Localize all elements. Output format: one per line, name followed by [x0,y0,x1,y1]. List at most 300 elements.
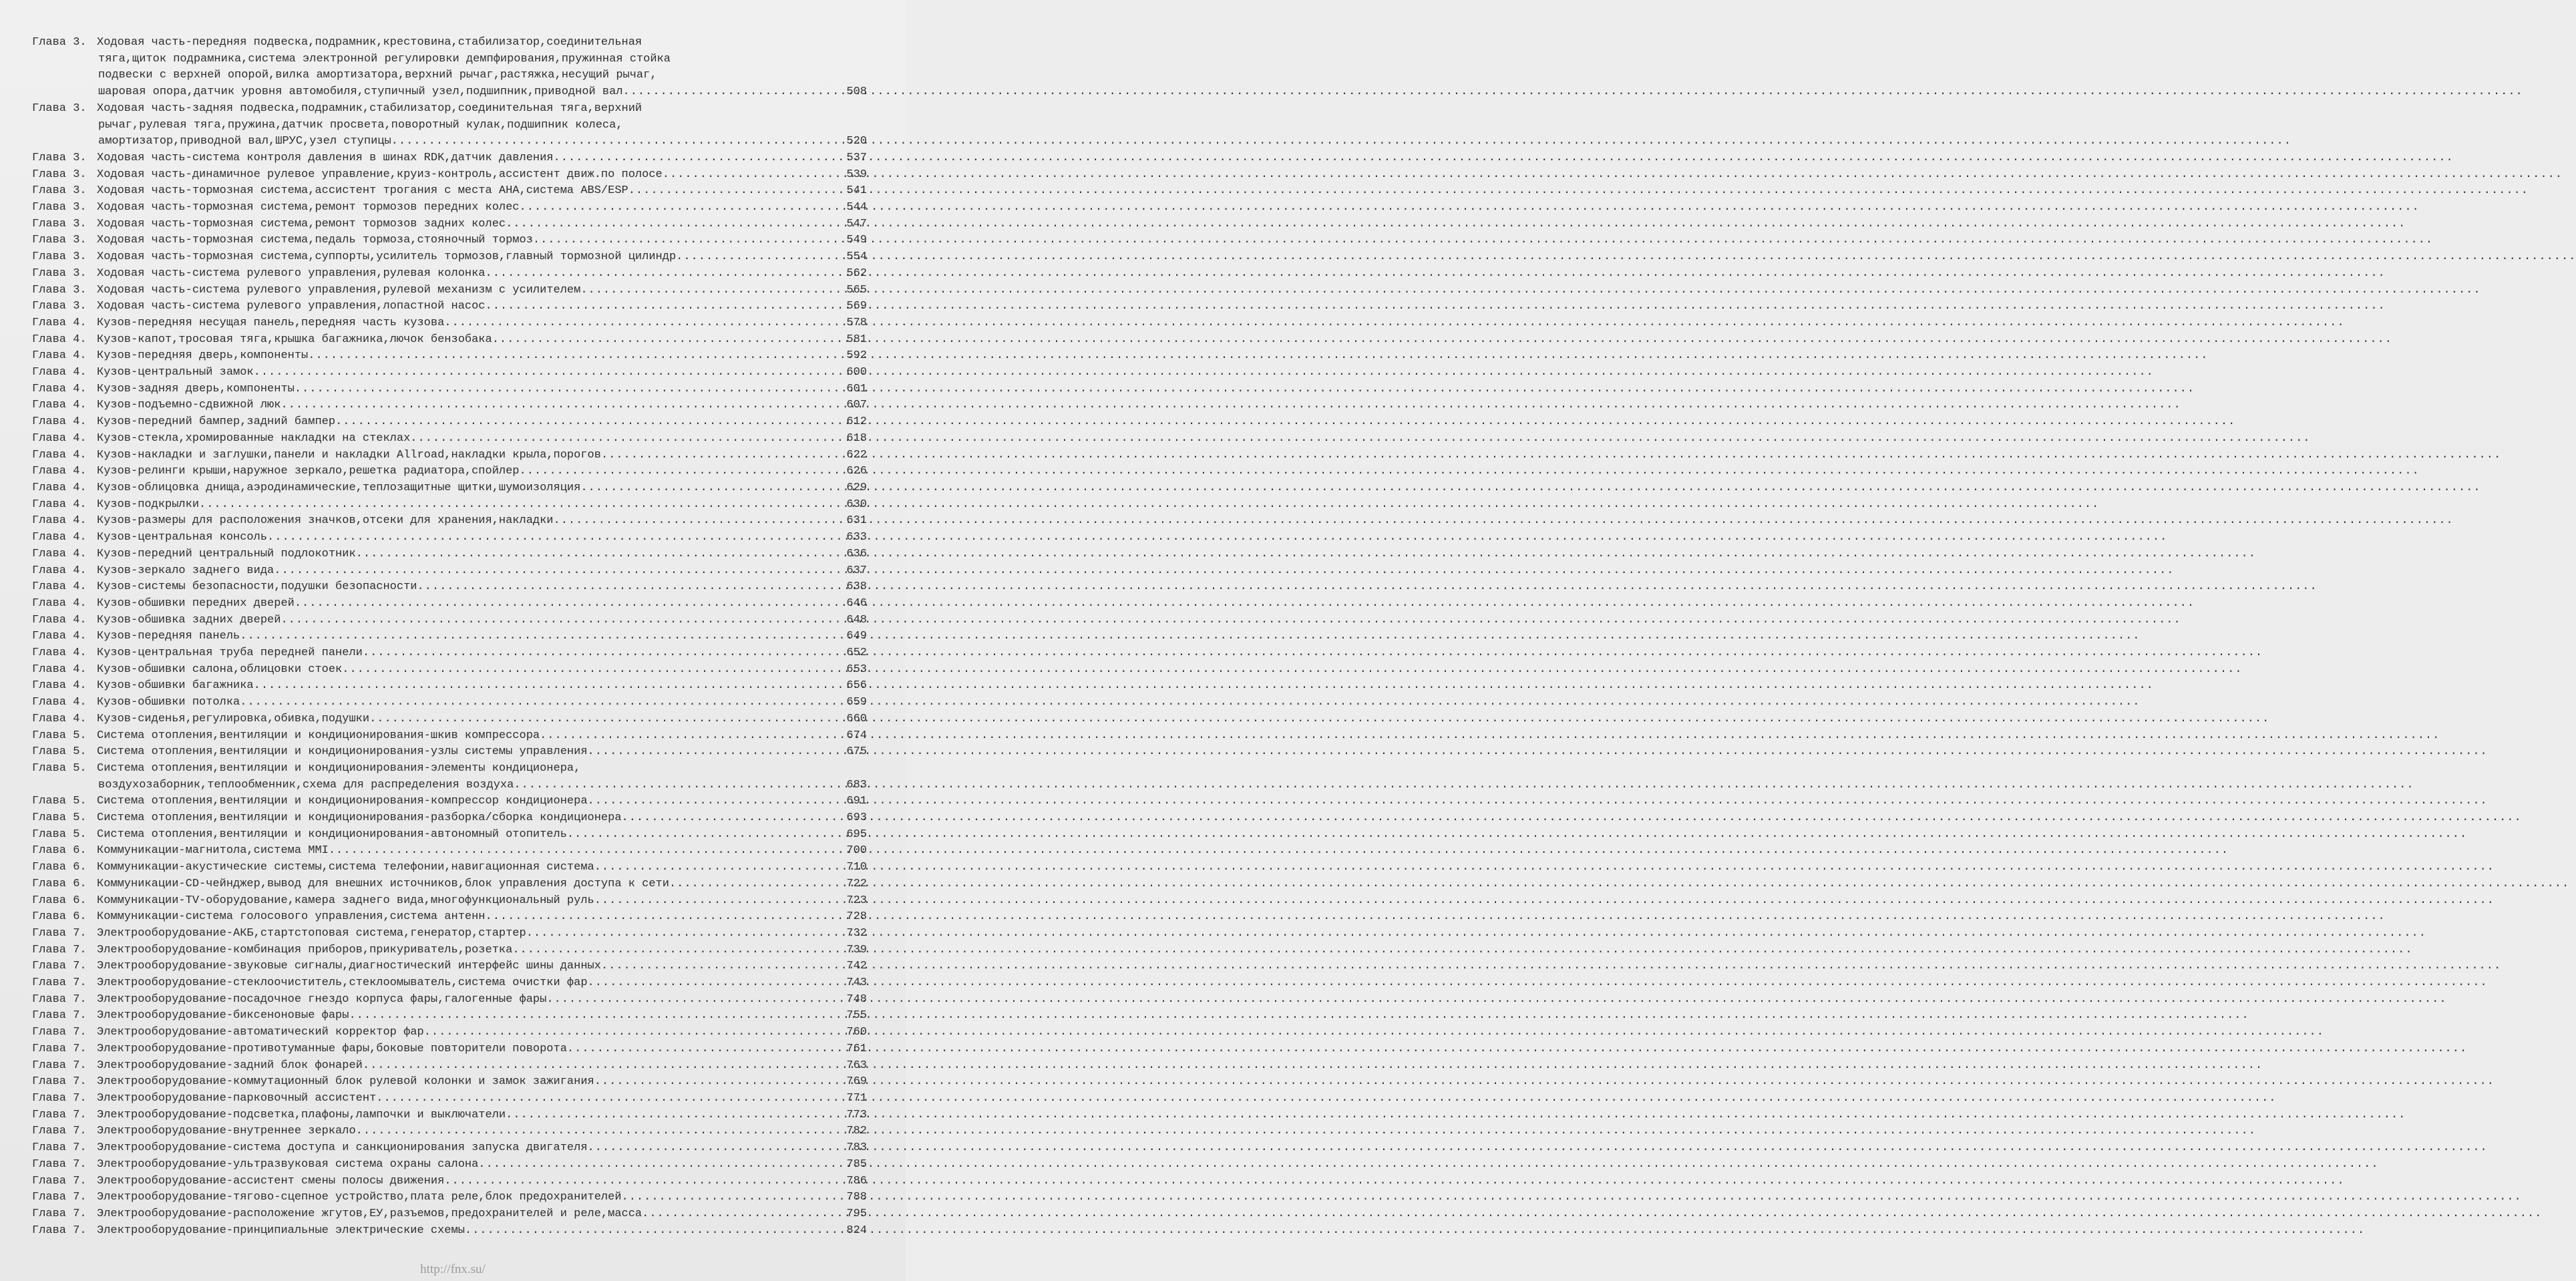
entry-title: Электрооборудование-подсветка,плафоны,лампочки и выключатели [97,1108,506,1121]
toc-entry-line [32,579,867,596]
entry-title: Электрооборудование-биксеноновые фары [97,1009,349,1023]
entry-title: Ходовая часть-система рулевого управления,лопастной насос [97,300,486,313]
chapter-label: Глава 3. [32,234,87,247]
entry-title: Кузов-облицовка днища,аэродинамические,теплозащитные щитки,шумоизоляция [97,481,581,494]
dot-leader [594,860,846,876]
entry-title: Электрооборудование-тягово-сцепное устройство,плата реле,блок предохранителей [97,1191,622,1204]
chapter-label: Глава 4. [32,531,87,544]
page-number: 626 [846,465,867,478]
toc-entry [32,299,867,315]
toc-entry [32,1123,867,1140]
chapter-label: Глава 3. [32,201,87,214]
toc-entry [32,1107,867,1124]
toc-entry [32,546,867,563]
chapter-label: Глава 4. [32,498,87,511]
entry-title: рычаг,рулевая тяга,пружина,датчик просвета,поворотный кулак,подшипник колеса, [98,118,623,132]
toc-entry [32,942,867,959]
entry-title: Коммуникации-система голосового управления,система антенн [97,910,486,924]
toc-entry [32,497,867,514]
toc-entry [32,678,867,695]
toc-entry-line [32,431,867,447]
page-number: 508 [846,85,867,99]
toc-entry [32,793,867,810]
page-number: 674 [846,729,867,742]
toc-entry [32,283,867,299]
page-number: 549 [846,234,867,247]
toc-entry [32,35,867,101]
entry-title: Ходовая часть-передняя подвеска,подрамник,крестовина,стабилизатор,соединительная [97,36,642,49]
page-number: 581 [846,333,867,346]
entry-title: Кузов-стекла,хромированные накладки на стеклах [97,431,411,445]
toc-entry-line [32,793,867,810]
toc-entry [32,596,867,612]
toc-entry-continuation [32,777,867,794]
entry-title: воздухозаборник,теплообменник,схема для распределения воздуха [98,778,514,791]
dot-leader [588,793,846,810]
chapter-label: Глава 4. [32,663,87,676]
page-number: 539 [846,168,867,181]
toc-entry [32,695,867,711]
dot-leader [254,365,846,381]
toc-entry-line [32,1206,867,1223]
entry-title: Электрооборудование-система доступа и санкционирования запуска двигателя [97,1141,588,1155]
dot-leader [676,249,845,266]
chapter-label: Глава 7. [32,976,87,990]
entry-title: Электрооборудование-парковочный ассистент [97,1092,377,1105]
toc-entry [32,1223,867,1240]
toc-entry [32,563,867,580]
toc-entry-line [32,563,867,580]
dot-leader [240,628,845,645]
entry-title: Кузов-капот,тросовая тяга,крышка багажника,лючок бензобака [97,333,492,346]
page-number: 565 [846,283,867,297]
toc-entry [32,975,867,992]
dot-leader [308,348,845,365]
chapter-label: Глава 7. [32,1224,87,1237]
toc-entry-line [32,447,867,464]
entry-title: Кузов-обшивки передних дверей [97,596,295,610]
chapter-label: Глава 7. [32,1141,87,1155]
toc-entry-line [32,628,867,645]
chapter-label: Глава 5. [32,811,87,825]
dot-leader [329,843,846,860]
toc-entry [32,711,867,728]
dot-leader [580,283,845,299]
toc-entry [32,513,867,530]
toc-entry [32,1008,867,1025]
toc-entry-line [32,232,867,249]
chapter-label: Глава 3. [32,184,87,198]
chapter-label: Глава 7. [32,1092,87,1105]
chapter-label: Глава 4. [32,514,87,528]
entry-title: Коммуникации-CD-чейнджер,вывод для внешних источников,блок управления доступа к сети [97,877,669,890]
toc-entry-line [32,464,867,480]
toc-entry-line [32,992,867,1009]
dot-leader [486,299,846,315]
entry-title: Система отопления,вентиляции и кондиционирования-компрессор кондиционера [97,795,588,808]
chapter-label: Глава 4. [32,431,87,445]
page-number: 788 [846,1191,867,1204]
entry-title: Электрооборудование-ультразвуковая система охраны салона [97,1157,479,1171]
toc-entry [32,101,867,150]
toc-entry [32,249,867,266]
toc-entry-line [32,596,867,612]
toc-entry-line [32,728,867,745]
toc-entry [32,728,867,745]
entry-title: Электрооборудование-расположение жгутов,ЕУ,разъемов,предохранителей и реле,масса [97,1207,642,1220]
page-number: 554 [846,250,867,264]
toc-entry-line [32,513,867,530]
page-number: 700 [846,844,867,858]
entry-title: Кузов-системы безопасности,подушки безопасности [97,580,417,594]
chapter-label: Глава 4. [32,349,87,363]
chapter-label: Глава 4. [32,415,87,429]
entry-title: Коммуникации-TV-оборудование,камера заднего вида,многофункциональный руль [97,894,594,907]
page-number: 636 [846,547,867,560]
dot-leader [588,975,846,992]
page-number: 541 [846,184,867,198]
entry-title: тяга,щиток подрамника,система электронной регулировки демпфирования,пружинная стойка [98,52,671,65]
toc-entry [32,827,867,844]
page-number: 633 [846,531,867,544]
toc-entry-line [32,958,867,975]
page-number: 763 [846,1059,867,1072]
toc-entry-continuation [32,134,867,150]
page-number: 755 [846,1009,867,1023]
toc-entry [32,266,867,283]
toc-entry-line [32,397,867,414]
dot-leader [199,497,845,514]
entry-title: Кузов-передняя несущая панель,передняя часть кузова [97,316,445,329]
page-number: 691 [846,795,867,808]
toc-entry-line [32,414,867,431]
chapter-label: Глава 4. [32,596,87,610]
chapter-label: Глава 3. [32,250,87,264]
toc-entry [32,232,867,249]
page-number: 675 [846,745,867,759]
toc-entry-line [32,942,867,959]
dot-leader [506,216,845,233]
chapter-label: Глава 4. [32,481,87,494]
page-number: 710 [846,861,867,874]
footer-url: http://fnx.su/ [420,1262,486,1276]
dot-leader [594,893,846,910]
page-number: 544 [846,201,867,214]
dot-leader [376,1091,845,1107]
toc-entry [32,926,867,942]
toc-entry [32,1058,867,1075]
toc-entry-line [32,645,867,662]
chapter-label: Глава 7. [32,1026,87,1039]
page-number: 569 [846,300,867,313]
entry-title: Кузов-центральная труба передней панели [97,647,363,660]
toc-entry-line [32,183,867,200]
dot-leader [601,958,845,975]
toc-entry-line [32,1140,867,1157]
dot-leader [254,678,846,695]
toc-entry-line [32,1058,867,1075]
entry-title: Кузов-накладки и заглушки,панели и накладки Allroad,накладки крыла,порогов [97,448,601,462]
dot-leader [417,579,845,596]
dot-leader [554,513,846,530]
entry-title: Ходовая часть-система контроля давления в шинах RDK,датчик давления [97,151,554,164]
page-number: 769 [846,1075,867,1089]
toc-entry-line [32,1190,867,1206]
scanned-page [0,0,906,1281]
toc-entry-line [32,315,867,332]
dot-leader [526,926,846,942]
chapter-label: Глава 6. [32,877,87,890]
page-number: 653 [846,663,867,676]
entry-title: Кузов-релинги крыши,наружное зеркало,решетка радиатора,спойлер [97,465,520,478]
toc-entry-line [32,876,867,893]
entry-title: Система отопления,вентиляции и кондиционирования-автономный отопитель [97,828,567,841]
dot-leader [642,1206,845,1223]
entry-title: Кузов-размеры для расположения значков,отсеки для хранения,накладки [97,514,554,528]
toc-entry-line [32,332,867,349]
page-number: 771 [846,1092,867,1105]
page-number: 773 [846,1108,867,1121]
dot-leader [424,1025,846,1041]
chapter-label: Глава 7. [32,960,87,973]
toc-entry-line [32,810,867,827]
toc-entry-line [32,678,867,695]
toc-entry [32,167,867,184]
chapter-label: Глава 3. [32,300,87,313]
chapter-label: Глава 7. [32,1075,87,1089]
toc-entry-line [32,299,867,315]
chapter-label: Глава 5. [32,828,87,841]
dot-leader [295,596,846,612]
chapter-label: Глава 6. [32,910,87,924]
page-number: 659 [846,696,867,709]
dot-leader [520,464,846,480]
page-number: 742 [846,960,867,973]
toc-entry [32,893,867,910]
chapter-label: Глава 4. [32,382,87,395]
chapter-label: Глава 3. [32,266,87,280]
entry-title: Ходовая часть-тормозная система,ремонт тормозов задних колес [97,217,506,230]
page-number: 760 [846,1026,867,1039]
chapter-label: Глава 7. [32,1207,87,1220]
toc-entry-line [32,1123,867,1140]
dot-leader [588,1140,846,1157]
page-number: 637 [846,564,867,577]
entry-title: шаровая опора,датчик уровня автомобиля,ступичный узел,подшипник,приводной вал [98,85,623,99]
toc-entry-line [32,283,867,299]
chapter-label: Глава 7. [32,1174,87,1187]
entry-title: Ходовая часть-задняя подвеска,подрамник,стабилизатор,соединительная тяга,верхний [97,102,642,115]
dot-leader [410,431,845,447]
toc-entry-line [32,101,867,118]
dot-leader [567,1041,845,1058]
toc-entry [32,1140,867,1157]
toc-entry-line [32,975,867,992]
toc-entry [32,150,867,167]
toc-entry-continuation [32,84,867,101]
dot-leader [628,183,846,200]
page-number: 547 [846,217,867,230]
toc-entry [32,348,867,365]
chapter-label: Глава 5. [32,761,87,775]
dot-leader [356,546,846,563]
dot-leader [486,909,846,926]
toc-entry [32,1190,867,1206]
toc-entry-line [32,35,867,51]
page-number: 601 [846,382,867,395]
page-number: 739 [846,943,867,956]
dot-leader [622,1190,846,1206]
toc-entry [32,216,867,233]
entry-title: Кузов-передний бампер,задний бампер [97,415,336,429]
entry-title: Ходовая часть-тормозная система,ремонт тормозов передних колес [97,201,520,214]
page-number: 638 [846,580,867,594]
toc-entry-line [32,860,867,876]
entry-title: Электрооборудование-противотуманные фары,боковые повторители поворота [97,1042,567,1055]
toc-entry [32,860,867,876]
toc-entry-line [32,266,867,283]
toc-entry-line [32,530,867,546]
toc-entry-line [32,843,867,860]
page-number: 630 [846,498,867,511]
entry-title: Электрооборудование-звуковые сигналы,диагностический интерфейс шины данных [97,960,601,973]
dot-leader [444,1173,845,1190]
chapter-label: Глава 7. [32,1009,87,1023]
page-number: 618 [846,431,867,445]
chapter-label: Глава 7. [32,1125,87,1138]
dot-leader [663,167,846,184]
toc-entry [32,1091,867,1107]
dot-leader [512,942,845,959]
chapter-label: Глава 4. [32,696,87,709]
dot-leader [465,1223,846,1240]
entry-title: Система отопления,вентиляции и кондиционирования-элементы кондиционера, [97,761,581,775]
entry-title: Электрооборудование-комбинация приборов,прикуриватель,розетка [97,943,513,956]
chapter-label: Глава 7. [32,943,87,956]
entry-title: Система отопления,вентиляции и кондиционирования-узлы системы управления [97,745,588,759]
toc-entry [32,431,867,447]
toc-entry [32,876,867,893]
toc-entry-line [32,909,867,926]
entry-title: Электрооборудование-принципиальные электрические схемы [97,1224,465,1237]
toc-entry [32,579,867,596]
chapter-label: Глава 6. [32,861,87,874]
entry-title: Кузов-центральный замок [97,366,254,379]
chapter-label: Глава 7. [32,1157,87,1171]
page-number: 748 [846,992,867,1006]
chapter-label: Глава 4. [32,647,87,660]
toc-entry-line [32,827,867,844]
toc-entry [32,464,867,480]
chapter-label: Глава 5. [32,795,87,808]
chapter-label: Глава 4. [32,712,87,725]
chapter-label: Глава 4. [32,547,87,560]
toc-entry [32,1041,867,1058]
page-number: 795 [846,1207,867,1220]
toc-entry [32,183,867,200]
page-number: 723 [846,894,867,907]
toc-entry [32,992,867,1009]
dot-leader [623,84,846,101]
toc-entry-line [32,662,867,679]
dot-leader [554,150,846,167]
toc-entry-line [32,348,867,365]
page-number: 683 [846,778,867,791]
page-number: 631 [846,514,867,528]
entry-title: Ходовая часть-тормозная система,суппорты,усилитель тормозов,главный тормозной цилиндр [97,250,677,264]
dot-leader [622,810,846,827]
entry-title: Кузов-обшивки багажника [97,679,254,693]
page-number: 732 [846,926,867,940]
chapter-label: Глава 3. [32,217,87,230]
toc-entry-line [32,926,867,942]
dot-leader [274,563,845,580]
dot-leader [391,134,846,150]
toc-entry [32,1025,867,1041]
toc-entry-line [32,612,867,629]
dot-leader [349,1008,845,1025]
page-number: 629 [846,481,867,494]
chapter-label: Глава 4. [32,613,87,626]
dot-leader [520,200,846,216]
dot-leader [533,232,845,249]
entry-title: Электрооборудование-АКБ,стартстоповая система,генератор,стартер [97,926,526,940]
chapter-label: Глава 3. [32,36,87,49]
entry-title: Ходовая часть-система рулевого управления,рулевая колонка [97,266,486,280]
entry-title: Электрооборудование-посадочное гнездо корпуса фары,галогенные фары [97,992,547,1006]
dot-leader [514,777,845,794]
toc-entry [32,365,867,381]
chapter-label: Глава 7. [32,1191,87,1204]
page-number: 786 [846,1174,867,1187]
entry-title: Система отопления,вентиляции и кондиционирования-шкив компрессора [97,729,540,742]
chapter-label: Глава 4. [32,333,87,346]
toc-entry [32,909,867,926]
dot-leader [240,695,845,711]
entry-title: подвески с верхней опорой,вилка амортизатора,верхний рычаг,растяжка,несущий рычаг, [98,69,657,82]
page-number: 600 [846,366,867,379]
chapter-label: Глава 7. [32,926,87,940]
toc-entry [32,612,867,629]
dot-leader [363,645,846,662]
entry-title: Электрооборудование-задний блок фонарей [97,1059,363,1072]
page-number: 562 [846,266,867,280]
table-of-contents [32,35,867,1239]
toc-entry-line [32,480,867,497]
page-number: 761 [846,1042,867,1055]
toc-entry-line [32,365,867,381]
toc-entry-line [32,711,867,728]
page-number: 646 [846,596,867,610]
dot-leader [356,1123,846,1140]
chapter-label: Глава 5. [32,729,87,742]
toc-entry-line [32,1041,867,1058]
toc-entry [32,200,867,216]
toc-entry [32,397,867,414]
dot-leader [580,480,845,497]
chapter-label: Глава 4. [32,564,87,577]
toc-entry [32,480,867,497]
chapter-label: Глава 4. [32,448,87,462]
entry-title: Электрооборудование-автоматический корректор фар [97,1026,424,1039]
dot-leader [540,728,845,745]
toc-entry-line [32,200,867,216]
dot-leader [281,612,845,629]
toc-entry-line [32,1008,867,1025]
dot-leader [335,414,845,431]
toc-entry [32,761,867,793]
toc-entry [32,744,867,761]
